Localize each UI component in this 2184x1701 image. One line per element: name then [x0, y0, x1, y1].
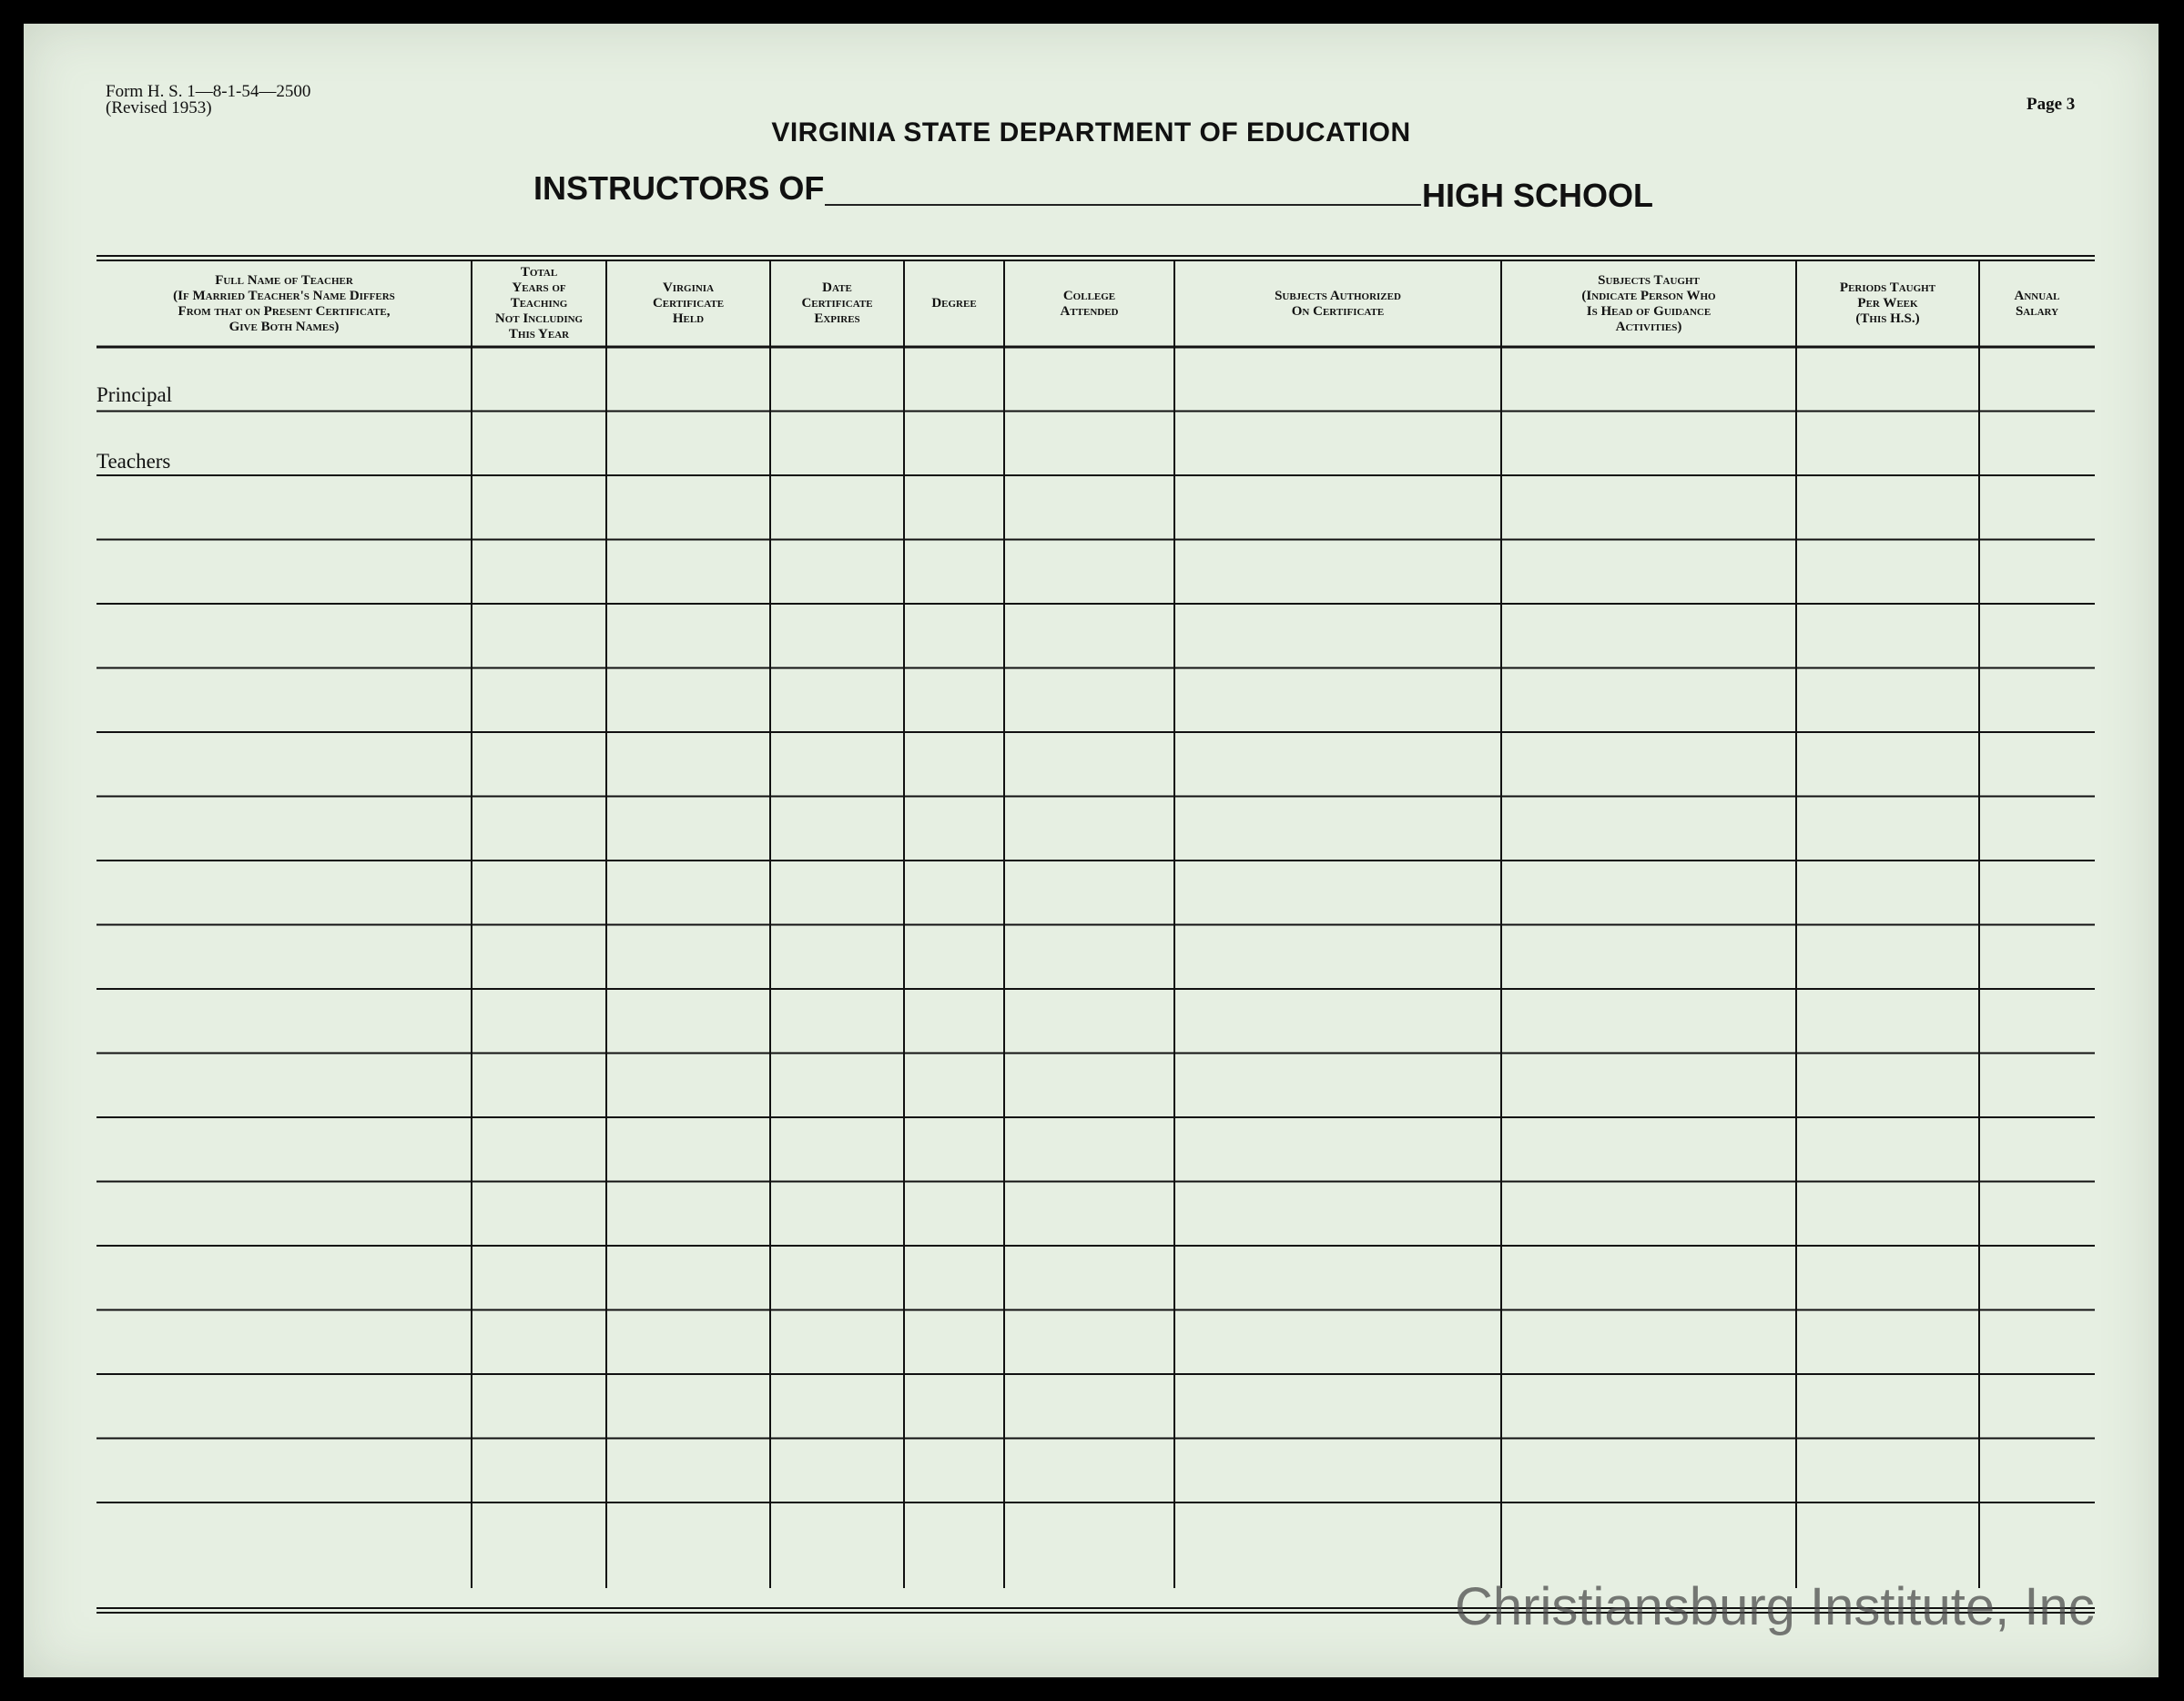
column-header-line: Certificate: [801, 296, 873, 311]
column-header-subjects-taught: [1505, 273, 1793, 335]
column-header-total-years: [475, 265, 603, 342]
column-header-virginia-certificate: [610, 280, 767, 327]
column-header-line: Give Both Names): [229, 319, 340, 334]
instructors-of-label: INSTRUCTORS OF: [533, 169, 825, 207]
column-header-line: Total: [520, 265, 558, 280]
form-number: Form H. S. 1—8-1-54—2500: [106, 82, 311, 101]
column-header-annual-salary: [1983, 289, 2091, 320]
column-header-line: Activities): [1615, 319, 1682, 334]
watermark: Christiansburg Institute, Inc: [1455, 1577, 2095, 1636]
column-header-line: Attended: [1060, 303, 1119, 319]
column-header-line: Degree: [931, 296, 977, 311]
column-header-periods-taught: [1800, 280, 1976, 327]
column-header-line: Date: [822, 280, 852, 295]
column-header-line: Per Week: [1857, 296, 1918, 311]
column-header-line: Teaching: [510, 296, 568, 311]
column-header-line: Periods Taught: [1839, 280, 1936, 295]
column-header-line: Expires: [814, 311, 860, 326]
column-header-date-expires: [774, 280, 900, 327]
column-header-line: From that on Present Certificate,: [178, 303, 391, 319]
column-header-line: (This H.S.): [1855, 311, 1920, 326]
column-header-subjects-authorized: [1178, 289, 1498, 320]
column-header-line: On Certificate: [1291, 303, 1385, 319]
column-header-line: Not Including: [494, 311, 584, 326]
principal-label: Principal: [97, 383, 173, 406]
page-number: Page 3: [2027, 95, 2076, 114]
column-header-line: Subjects Authorized: [1275, 288, 1401, 303]
column-header-line: Certificate: [652, 296, 725, 311]
column-header-line: Full Name of Teacher: [215, 272, 353, 288]
table-grid: [24, 24, 2159, 1677]
column-header-line: Is Head of Guidance: [1586, 303, 1712, 319]
column-header-line: Subjects Taught: [1598, 272, 1700, 288]
column-header-full-name: [100, 273, 468, 335]
column-header-line: This Year: [508, 327, 570, 341]
form-revised: (Revised 1953): [106, 98, 212, 117]
column-header-line: Virginia: [662, 280, 715, 295]
teachers-label: Teachers: [97, 450, 171, 473]
column-header-degree: [908, 296, 1001, 311]
form-paper: [24, 24, 2159, 1677]
high-school-label: HIGH SCHOOL: [1422, 177, 1654, 214]
column-header-college-attended: [1008, 289, 1171, 320]
column-header-line: College: [1062, 288, 1116, 303]
column-header-line: (If Married Teacher's Name Differs: [173, 288, 395, 303]
department-title: VIRGINIA STATE DEPARTMENT OF EDUCATION: [771, 117, 1411, 148]
column-header-line: (Indicate Person Who: [1581, 288, 1716, 303]
column-header-line: Salary: [2015, 303, 2059, 319]
column-header-line: Annual: [2014, 288, 2060, 303]
column-header-line: Held: [672, 311, 705, 326]
column-header-line: Years of: [512, 280, 566, 295]
